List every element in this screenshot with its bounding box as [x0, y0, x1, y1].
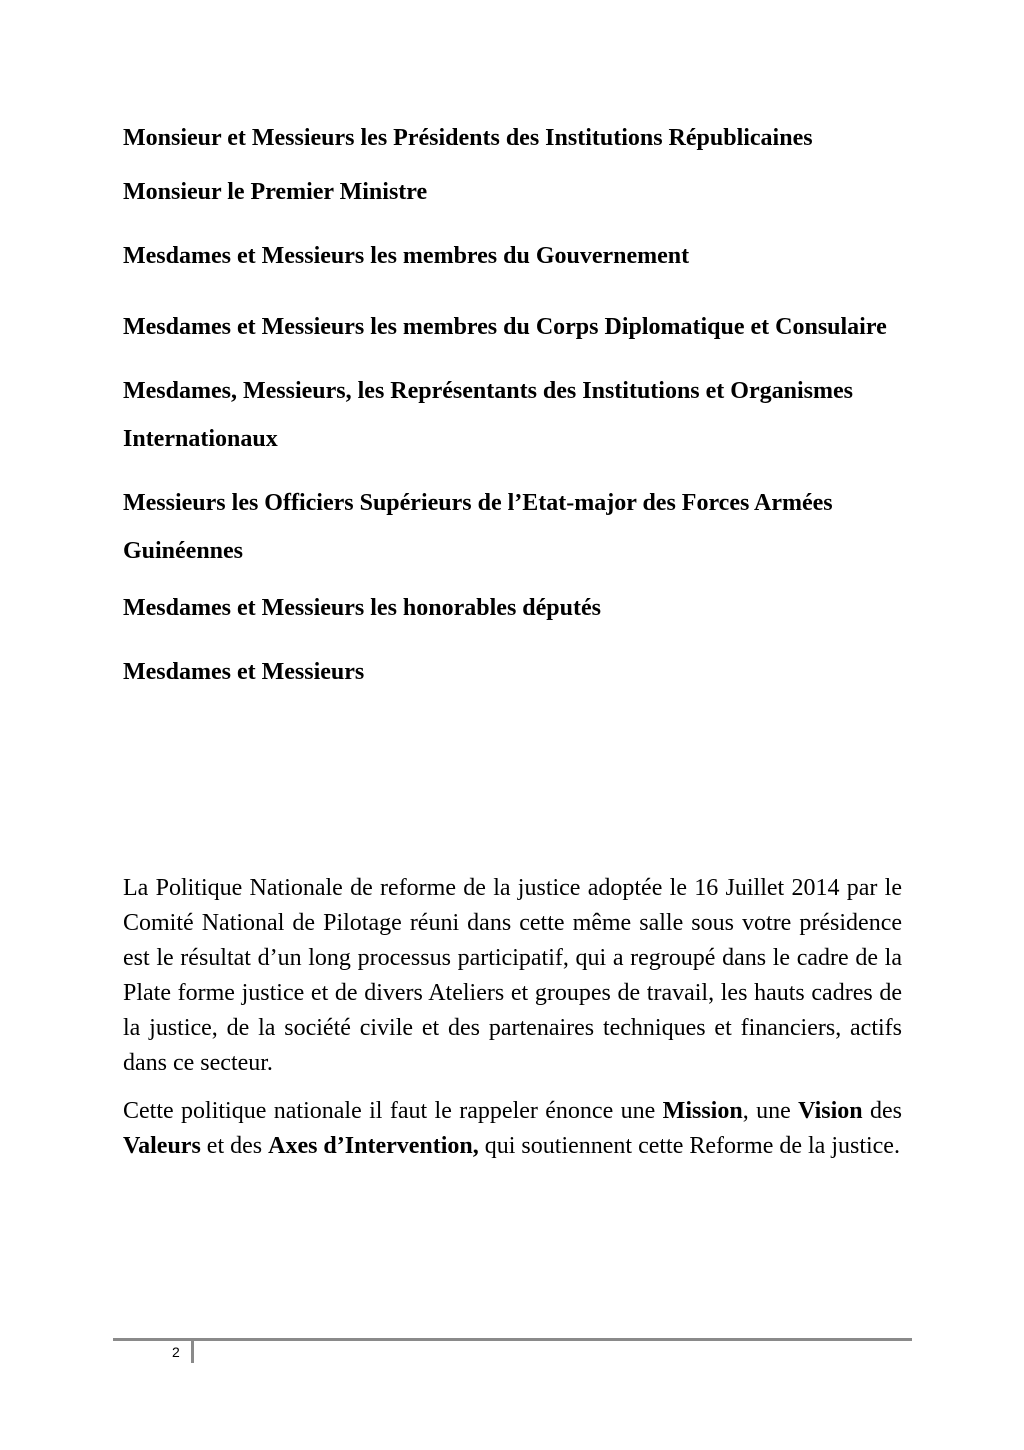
salutation-corps-diplomatique: Mesdames et Messieurs les membres du Corps Diplomatique et Consulaire — [123, 314, 887, 340]
keyword-mission: Mission — [662, 1098, 743, 1124]
salutation-mesdames-messieurs: Mesdames et Messieurs — [123, 659, 365, 685]
keyword-vision: Vision — [798, 1098, 863, 1124]
paragraph-text: Cette politique nationale il faut le rappeler énonce une — [123, 1098, 663, 1124]
keyword-axes-intervention: Axes d’Intervention, — [268, 1133, 479, 1159]
salutations-block — [123, 121, 902, 719]
page-number: 2 — [172, 1344, 180, 1360]
salutation-organismes-internationaux: Mesdames, Messieurs, les Représentants des Institutions et Organismes Internationaux — [123, 378, 853, 452]
paragraph-text: , une — [742, 1098, 799, 1124]
salutation-gouvernement: Mesdames et Messieurs les membres du Gouvernement — [123, 243, 690, 269]
salutation-deputes: Mesdames et Messieurs les honorables députés — [123, 595, 601, 621]
paragraph-text: qui soutiennent cette Reforme de la justice. — [478, 1133, 900, 1159]
footer-divider — [113, 1338, 912, 1341]
paragraph-text: des — [862, 1098, 902, 1124]
salutation-premier-ministre: Monsieur le Premier Ministre — [123, 179, 428, 205]
salutation-officiers: Messieurs les Officiers Supérieurs de l’Etat-major des Forces Armées Guinéennes — [123, 490, 833, 564]
paragraph-mission-vision — [123, 1094, 902, 1164]
speech-body — [123, 871, 902, 1177]
paragraph-politique-nationale: La Politique Nationale de reforme de la justice adoptée le 16 Juillet 2014 par le Comité National de Pilotage réuni dans cette même salle sous votre présidence est le résultat d’un long processus participatif, qui a regroupé dans le cadre de la Plate forme justice et de divers Ateliers et groupes de travail, les hauts cadres de la justice, de la société civile et des partenaires techniques et financiers, actifs dans ce secteur. — [123, 875, 902, 1076]
page-number-divider — [191, 1341, 194, 1363]
salutation-presidents: Monsieur et Messieurs les Présidents des Institutions Républicaines — [123, 125, 813, 151]
paragraph-text: et des — [200, 1133, 269, 1159]
keyword-valeurs: Valeurs — [123, 1133, 201, 1159]
